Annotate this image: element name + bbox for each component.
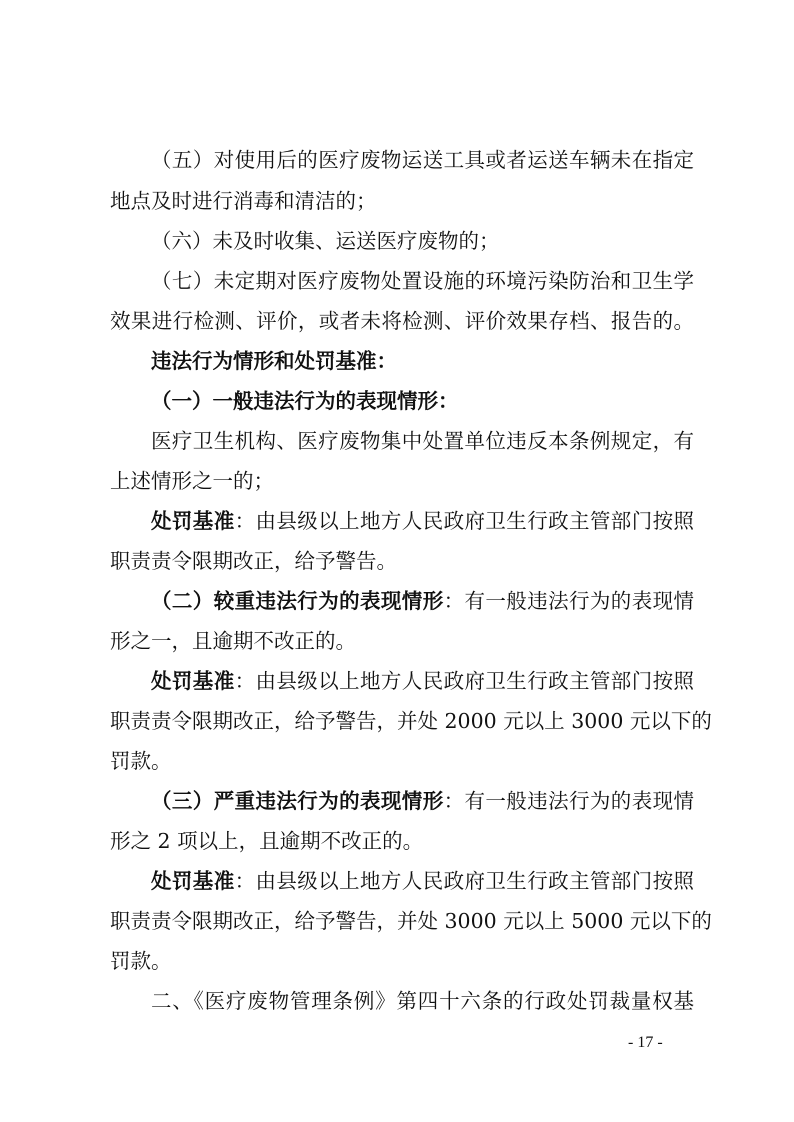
paragraph-line: 形之一，且逾期不改正的。 — [110, 629, 356, 653]
paragraph-line: 职责责令限期改正，给予警告，并处 3000 元以上 5000 元以下的 — [110, 909, 712, 933]
paragraph-line: 处罚基准：由县级以上地方人民政府卫生行政主管部门按照 — [151, 669, 695, 693]
paragraph-line: 罚款。 — [110, 949, 172, 973]
subsection-heading: （一）一般违法行为的表现情形： — [151, 389, 459, 413]
paragraph-line: （六）未及时收集、运送医疗废物的； — [151, 229, 500, 253]
paragraph-line: 医疗卫生机构、医疗废物集中处置单位违反本条例规定，有 — [151, 429, 694, 453]
paragraph-line: 上述情形之一的； — [110, 469, 274, 493]
paragraph-line: （三）严重违法行为的表现情形：有一般违法行为的表现情 — [151, 789, 695, 813]
paragraph-line: 地点及时进行消毒和清洁的； — [110, 189, 377, 213]
paragraph-line: 二、《医疗废物管理条例》第四十六条的行政处罚裁量权基 — [151, 989, 694, 1013]
paragraph-line: 职责责令限期改正，给予警告。 — [110, 549, 397, 573]
paragraph-line: （二）较重违法行为的表现情形：有一般违法行为的表现情 — [151, 589, 695, 613]
paragraph-line: 处罚基准：由县级以上地方人民政府卫生行政主管部门按照 — [151, 869, 695, 893]
paragraph-line: 处罚基准：由县级以上地方人民政府卫生行政主管部门按照 — [151, 509, 695, 533]
paragraph-line: 效果进行检测、评价，或者未将检测、评价效果存档、报告的。 — [110, 309, 694, 333]
section-heading: 违法行为情形和处罚基准： — [151, 349, 397, 373]
paragraph-line: 职责责令限期改正，给予警告，并处 2000 元以上 3000 元以下的 — [110, 709, 712, 733]
paragraph-line: 形之 2 项以上，且逾期不改正的。 — [110, 829, 424, 853]
paragraph-line: 罚款。 — [110, 749, 172, 773]
page-number: - 17 - — [628, 1034, 663, 1051]
paragraph-line: （七）未定期对医疗废物处置设施的环境污染防治和卫生学 — [151, 269, 694, 293]
paragraph-line: （五）对使用后的医疗废物运送工具或者运送车辆未在指定 — [151, 148, 694, 172]
